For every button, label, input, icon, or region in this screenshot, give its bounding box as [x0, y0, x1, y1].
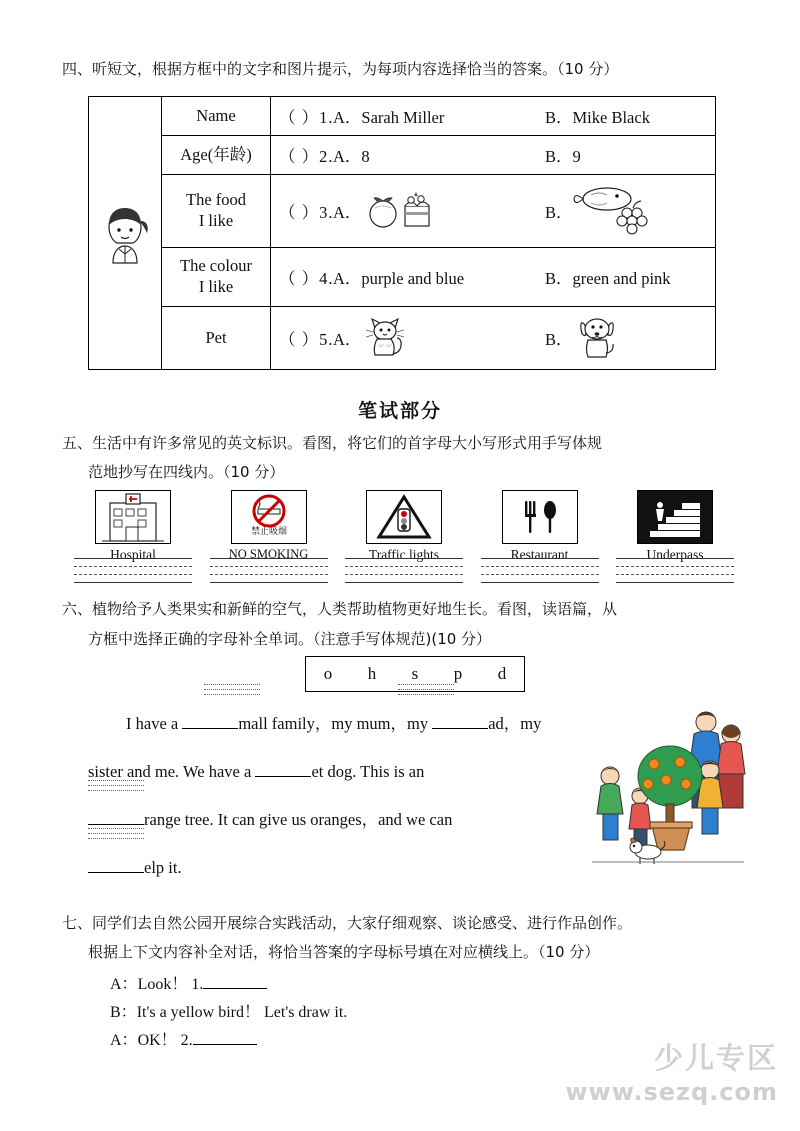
- portrait-cell: [89, 97, 162, 370]
- answer-paren[interactable]: （ ）3.: [279, 203, 334, 222]
- answer-blank[interactable]: [88, 809, 144, 825]
- hospital-building-icon: [95, 490, 171, 544]
- row-options: [271, 136, 716, 175]
- dialog-speaker: A：: [110, 1032, 138, 1049]
- sign-caption: Underpass: [646, 547, 704, 562]
- option-b: [545, 265, 671, 289]
- dialog-speaker: A：: [110, 976, 138, 993]
- passage-line-3: [88, 796, 588, 844]
- sign-item-restaurant: [481, 490, 599, 563]
- option-b-text: B．: [545, 330, 573, 349]
- option-a-text: A．Sarah Miller: [333, 108, 445, 127]
- answer-paren[interactable]: （ ）1.: [279, 108, 334, 127]
- section7-line1: 七、同学们去自然公园开展综合实践活动，大家仔细观察、谈论感受、进行作品创作。: [62, 914, 633, 932]
- passage-text: mall family，my mum，my: [238, 714, 429, 733]
- row-options: [271, 97, 716, 136]
- option-b: [545, 104, 650, 128]
- sign-item-hospital: [74, 490, 192, 563]
- row-label: Age(年龄): [162, 136, 271, 175]
- handwriting-guide: [88, 828, 144, 842]
- svg-text:禁止吸烟: 禁止吸烟: [250, 527, 287, 537]
- watermark-logo: 少儿专区: [653, 1041, 778, 1075]
- option-b: [545, 183, 659, 240]
- dialog-speaker: B：: [110, 1004, 137, 1021]
- option-b-text: B．9: [545, 147, 581, 166]
- writing-stave[interactable]: [616, 558, 734, 584]
- sign-caption: Hospital: [110, 547, 156, 562]
- dialog-line-1: [110, 971, 267, 994]
- sign-caption: Traffic lights: [368, 547, 440, 562]
- letter-option[interactable]: s: [411, 664, 419, 683]
- letter-option[interactable]: h: [367, 664, 377, 683]
- option-a-text: A．8: [333, 147, 370, 166]
- writing-stave[interactable]: [210, 558, 328, 584]
- option-a: [333, 104, 545, 128]
- option-a: [333, 186, 545, 237]
- letter-option[interactable]: p: [453, 664, 463, 683]
- watermark-url: www.sezq.com: [565, 1078, 778, 1106]
- option-a-text: A．: [333, 203, 362, 222]
- fish-and-grapes-icon: [573, 183, 659, 240]
- no-smoking-icon: [231, 490, 307, 544]
- dialog-text: It's a yellow bird！ Let's draw it.: [136, 1004, 348, 1021]
- girl-portrait-icon: [89, 97, 161, 369]
- family-garden-illustration: [588, 700, 748, 870]
- answer-blank[interactable]: [88, 857, 144, 873]
- writing-staves: [74, 558, 734, 584]
- traffic-warning-triangle-icon: [366, 490, 442, 544]
- cat-icon: [361, 314, 411, 363]
- writing-stave[interactable]: [345, 558, 463, 584]
- option-a-text: A．purple and blue: [333, 269, 465, 288]
- table-row: [89, 175, 716, 248]
- dialog-text: Look！ 1.: [137, 976, 204, 993]
- dialog-text: OK！ 2.: [137, 1032, 193, 1049]
- stairs-down-icon: [637, 490, 713, 544]
- passage-text: I have a: [126, 714, 179, 733]
- sign-item-underpass: [616, 490, 734, 563]
- option-b-text: B．Mike Black: [545, 108, 650, 127]
- table-row: [89, 248, 716, 307]
- handwriting-guide: [398, 684, 454, 698]
- section6-line1: 六、植物给予人类果实和新鲜的空气，人类帮助植物更好地生长。看图，读语篇，从: [62, 600, 618, 618]
- handwriting-guide: [88, 780, 144, 794]
- writing-stave[interactable]: [74, 558, 192, 584]
- dialog-line-3: [110, 1027, 257, 1050]
- fork-spoon-icon: [502, 490, 578, 544]
- answer-paren[interactable]: （ ）2.: [279, 147, 334, 166]
- option-a: [333, 314, 545, 363]
- tomato-and-cake-icon: [361, 186, 439, 237]
- passage-line-1: [88, 700, 588, 748]
- passage-line-2: [88, 748, 588, 796]
- answer-paren[interactable]: （ ）5.: [279, 330, 334, 349]
- table-row: [89, 97, 716, 136]
- sign-caption: Restaurant: [510, 547, 569, 562]
- option-b-text: B．green and pink: [545, 269, 671, 288]
- answer-blank[interactable]: [203, 974, 267, 989]
- option-b: [545, 313, 625, 364]
- answer-blank[interactable]: [182, 713, 238, 729]
- written-part-heading: 笔试部分: [357, 400, 442, 422]
- option-a: [333, 143, 545, 167]
- row-label: Name: [162, 97, 271, 136]
- writing-stave[interactable]: [481, 558, 599, 584]
- section5-line1: 五、生活中有许多常见的英文标识。看图，将它们的首字母大小写形式用手写体规: [62, 434, 603, 452]
- option-b: [545, 143, 581, 167]
- listening-table: [88, 96, 716, 370]
- letter-option[interactable]: o: [323, 664, 333, 683]
- answer-blank[interactable]: [432, 713, 488, 729]
- row-options: [271, 175, 716, 248]
- passage-text: ad，my: [488, 714, 542, 733]
- letter-option[interactable]: d: [497, 664, 507, 683]
- passage-text: et dog. This is an: [311, 762, 425, 781]
- row-options: [271, 248, 716, 307]
- option-a: [333, 265, 545, 289]
- sign-item-no-smoking: [210, 490, 328, 563]
- handwriting-guide: [204, 684, 260, 698]
- passage-text: sister and me. We have a: [88, 762, 252, 781]
- row-label: The food I like: [162, 175, 271, 248]
- passage-text: range tree. It can give us oranges，and we can: [144, 810, 453, 829]
- table-row: [89, 136, 716, 175]
- option-a-text: A．: [333, 330, 362, 349]
- passage-text: elp it.: [144, 858, 182, 877]
- girl-portrait-svg: [95, 201, 155, 265]
- section4-title: 四、听短文，根据方框中的文字和图片提示，为每项内容选择恰当的答案。（10 分）: [62, 60, 619, 78]
- section6-passage: [88, 700, 588, 892]
- dialog-line-2: [110, 999, 347, 1022]
- row-options: [271, 307, 716, 370]
- row-label: Pet: [162, 307, 271, 370]
- answer-blank[interactable]: [255, 761, 311, 777]
- section5-line2: 范地抄写在四线内。（10 分）: [88, 463, 285, 481]
- section7-line2: 根据上下文内容补全对话，将恰当答案的字母标号填在对应横线上。（10 分）: [88, 943, 600, 961]
- sign-caption: NO SMOKING: [228, 547, 309, 561]
- row-label: The colour I like: [162, 248, 271, 307]
- sign-list: [74, 490, 734, 563]
- answer-blank[interactable]: [193, 1030, 257, 1045]
- section6-line2: 方框中选择正确的字母补全单词。（注意手写体规范)(10 分）: [88, 630, 492, 648]
- passage-line-4: [88, 844, 588, 892]
- table-row: [89, 307, 716, 370]
- sign-item-traffic-lights: [345, 490, 463, 563]
- option-b-text: B．: [545, 203, 573, 222]
- answer-paren[interactable]: （ ）4.: [279, 269, 334, 288]
- dog-icon: [573, 313, 625, 364]
